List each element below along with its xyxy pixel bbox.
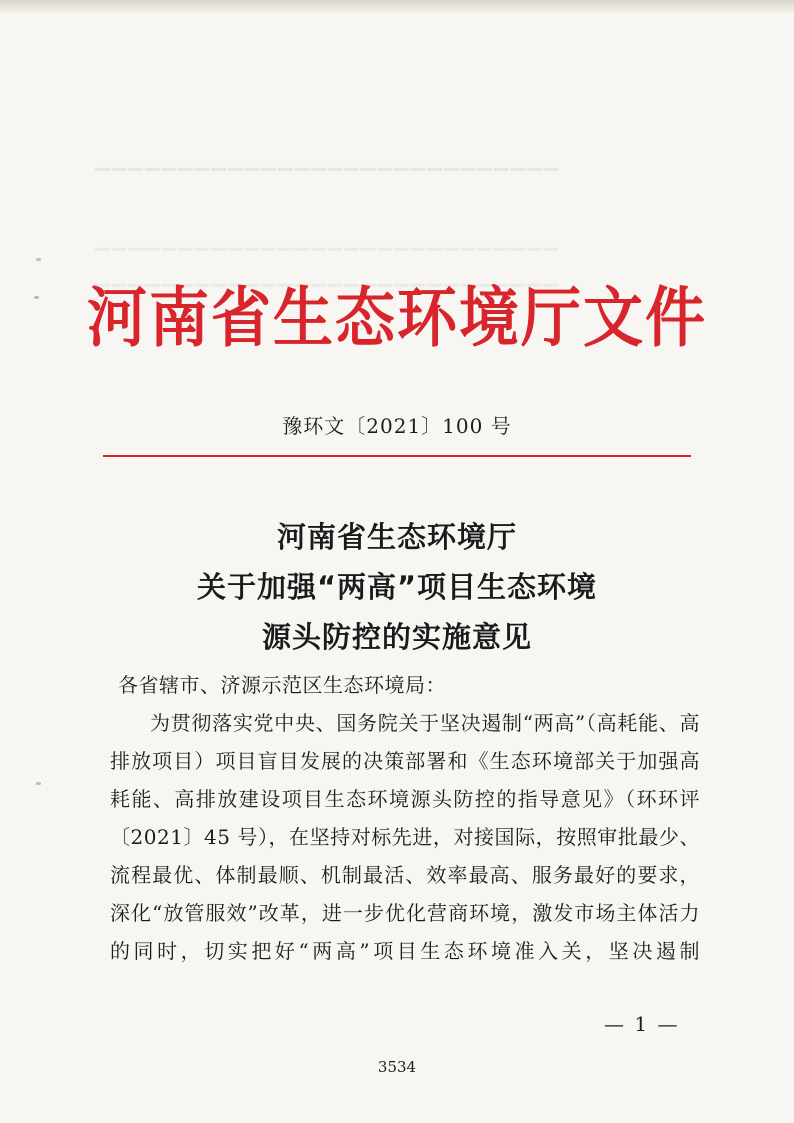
archive-number: 3534 [377,1058,417,1076]
body-paragraph: 为贯彻落实党中央、国务院关于坚决遏制“两高”（高耗能、高排放项目）项目盲目发展的决策部署和《生态环境部关于加强高耗能、高排放建设项目生态环境源头防控的指导意见》（环环评〔2021〕45 号），在坚持对标先进，对接国际，按照审批最少、流程最优、体制最顺、机制最活、效率最高、服务最好的要求，深化“放管服效”改革，进一步优化营商环境，激发市场主体活力的同时，切实把好“两高”项目生态环境准入关，坚决遏制 [110,711,700,963]
document-title [0,512,794,662]
title-line: 关于加强“两高”项目生态环境 [196,570,598,604]
red-separator-line [103,455,691,457]
document-number: 豫环文〔2021〕100 号 [282,414,512,438]
document-masthead: 河南省生态环境厅文件 [87,280,707,357]
bleed-through-text: ▁▁▁▁▁▁▁▁▁▁▁▁▁▁▁▁▁▁▁▁▁▁▁▁▁▁▁▁ [95,149,561,171]
scan-speck [36,782,41,785]
title-line: 源头防控的实施意见 [261,620,532,654]
page-number: — 1 — [604,1012,680,1036]
bleed-through-text: ▁▁▁▁▁▁▁▁▁▁▁▁▁▁▁▁▁▁▁▁▁▁▁▁▁▁▁▁ [95,229,561,251]
document-body [110,666,700,970]
scan-speck [36,258,41,261]
addressee: 各省辖市、济源示范区生态环境局： [118,673,446,697]
bleed-through-text: ▁▁▁▁▁▁▁▁▁▁▁▁▁▁▁▁▁▁▁▁▁▁▁▁▁▁▁▁ [95,265,561,287]
scan-top-edge [0,0,794,14]
title-line: 河南省生态环境厅 [276,520,517,554]
